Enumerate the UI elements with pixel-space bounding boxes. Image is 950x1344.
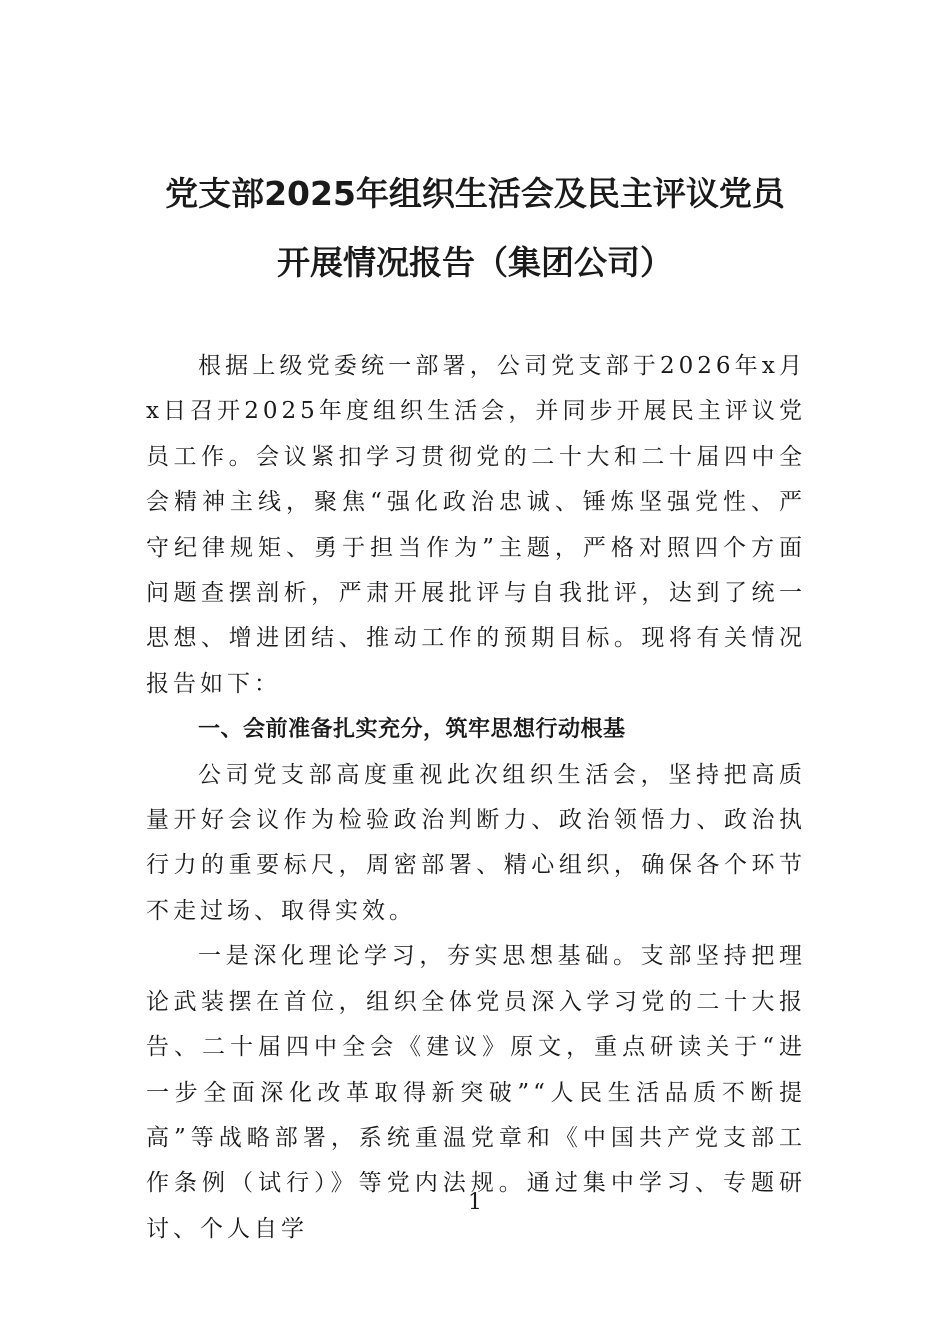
paragraph-section1-overview: 公司党支部高度重视此次组织生活会，坚持把高质量开好会议作为检验政治判断力、政治领悟力、政治执行力的重要标尺，周密部署、精心组织，确保各个环节不走过场、取得实效。: [146, 761, 806, 924]
document-body: [146, 344, 806, 1252]
paragraph-intro: 根据上级党委统一部署，公司党支部于2026年x月x日召开2025年度组织生活会，并同步开展民主评议党员工作。会议紧扣学习贯彻党的二十大和二十届四中全会精神主线，聚焦“强化政治忠诚、锤炼坚强党性、严守纪律规矩、勇于担当作为”主题，严格对照四个方面问题查摆剖析，严肃开展批评与自我批评，达到了统一思想、增进团结、推动工作的预期目标。现将有关情况报告如下：: [146, 353, 806, 697]
section-heading-1: 一、会前准备扎实充分，筑牢思想行动根基: [198, 717, 626, 743]
document-title-line2: 开展情况报告（集团公司）: [277, 243, 673, 282]
page-number: 1: [468, 1190, 482, 1215]
paragraph-section1-point1: 一是深化理论学习，夯实思想基础。支部坚持把理论武装摆在首位，组织全体党员深入学习党的二十大报告、二十届四中全会《建议》原文，重点研读关于“进一步全面深化改革取得新突破”“人民生活品质不断提高”等战略部署，系统重温党章和《中国共产党支部工作条例（试行）》等党内法规。通过集中学习、专题研讨、个人自学: [146, 943, 806, 1242]
document-title-line1: 党支部2025年组织生活会及民主评议党员: [165, 174, 785, 213]
